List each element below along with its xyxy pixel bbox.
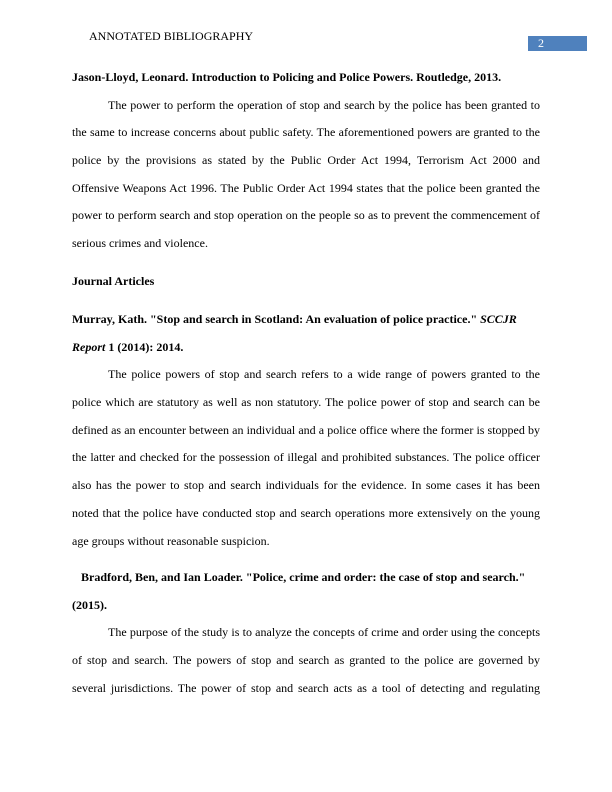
text-line: police which are statutory as well as non statutory. The police power of stop and search can be	[72, 395, 540, 410]
text-line: The power to perform the operation of stop and search by the police has been granted to	[108, 97, 540, 112]
text-line: the latter and checked for the possession of illegal and prohibited substances. The police officer	[72, 450, 540, 465]
text-line: defined as an encounter between an individual and a police office where the former is stopped by	[72, 422, 540, 437]
citation	[72, 334, 540, 362]
running-header: ANNOTATED BIBLIOGRAPHY	[89, 29, 254, 43]
section-heading: Journal Articles	[72, 274, 155, 288]
citation: Bradford, Ben, and Ian Loader. "Police, crime and order: the case of stop and search."	[81, 570, 526, 584]
citation	[72, 306, 540, 334]
journal-name: Report	[72, 339, 106, 354]
text-line: of stop and search. The powers of stop and search as granted to the police are governed by	[72, 653, 540, 668]
text-line: The purpose of the study is to analyze the concepts of crime and order using the concepts	[108, 625, 540, 640]
text-line: The police powers of stop and search refers to a wide range of powers granted to the	[108, 367, 540, 382]
text-line: age groups without reasonable suspicion.	[72, 533, 270, 548]
text-line: serious crimes and violence.	[72, 236, 208, 251]
citation: (2015).	[72, 597, 107, 612]
citation: Jason-Lloyd, Leonard. Introduction to Policing and Police Powers. Routledge, 2013.	[72, 70, 502, 84]
entry-jason-lloyd	[72, 64, 540, 258]
page-number: 2	[528, 36, 587, 51]
text-line: Offensive Weapons Act 1996. The Public Order Act 1994 states that the police been granted the	[72, 180, 540, 195]
text-line: police by the provisions as stated by the Public Order Act 1994, Terrorism Act 2000 and	[72, 153, 540, 168]
entry-bradford	[72, 564, 540, 702]
text-line: power to perform search and stop operation on the people so as to prevent the commencement of	[72, 208, 540, 223]
text-line: noted that the police have conducted stop and search operations more extensively on the young	[72, 505, 540, 520]
text-line: several jurisdictions. The power of stop and search acts as a tool of detecting and regulating	[72, 680, 540, 695]
text-line: the same to increase concerns about public safety. The aforementioned powers are granted to the	[72, 125, 540, 140]
entry-murray	[72, 306, 540, 555]
citation-text: 1 (2014): 2014.	[105, 339, 184, 354]
text-line: also has the power to stop and search individuals for the evidence. In some cases it has been	[72, 478, 540, 493]
journal-name: SCCJR	[480, 312, 517, 326]
citation-text: Murray, Kath. "Stop and search in Scotland: An evaluation of police practice."	[72, 312, 481, 326]
